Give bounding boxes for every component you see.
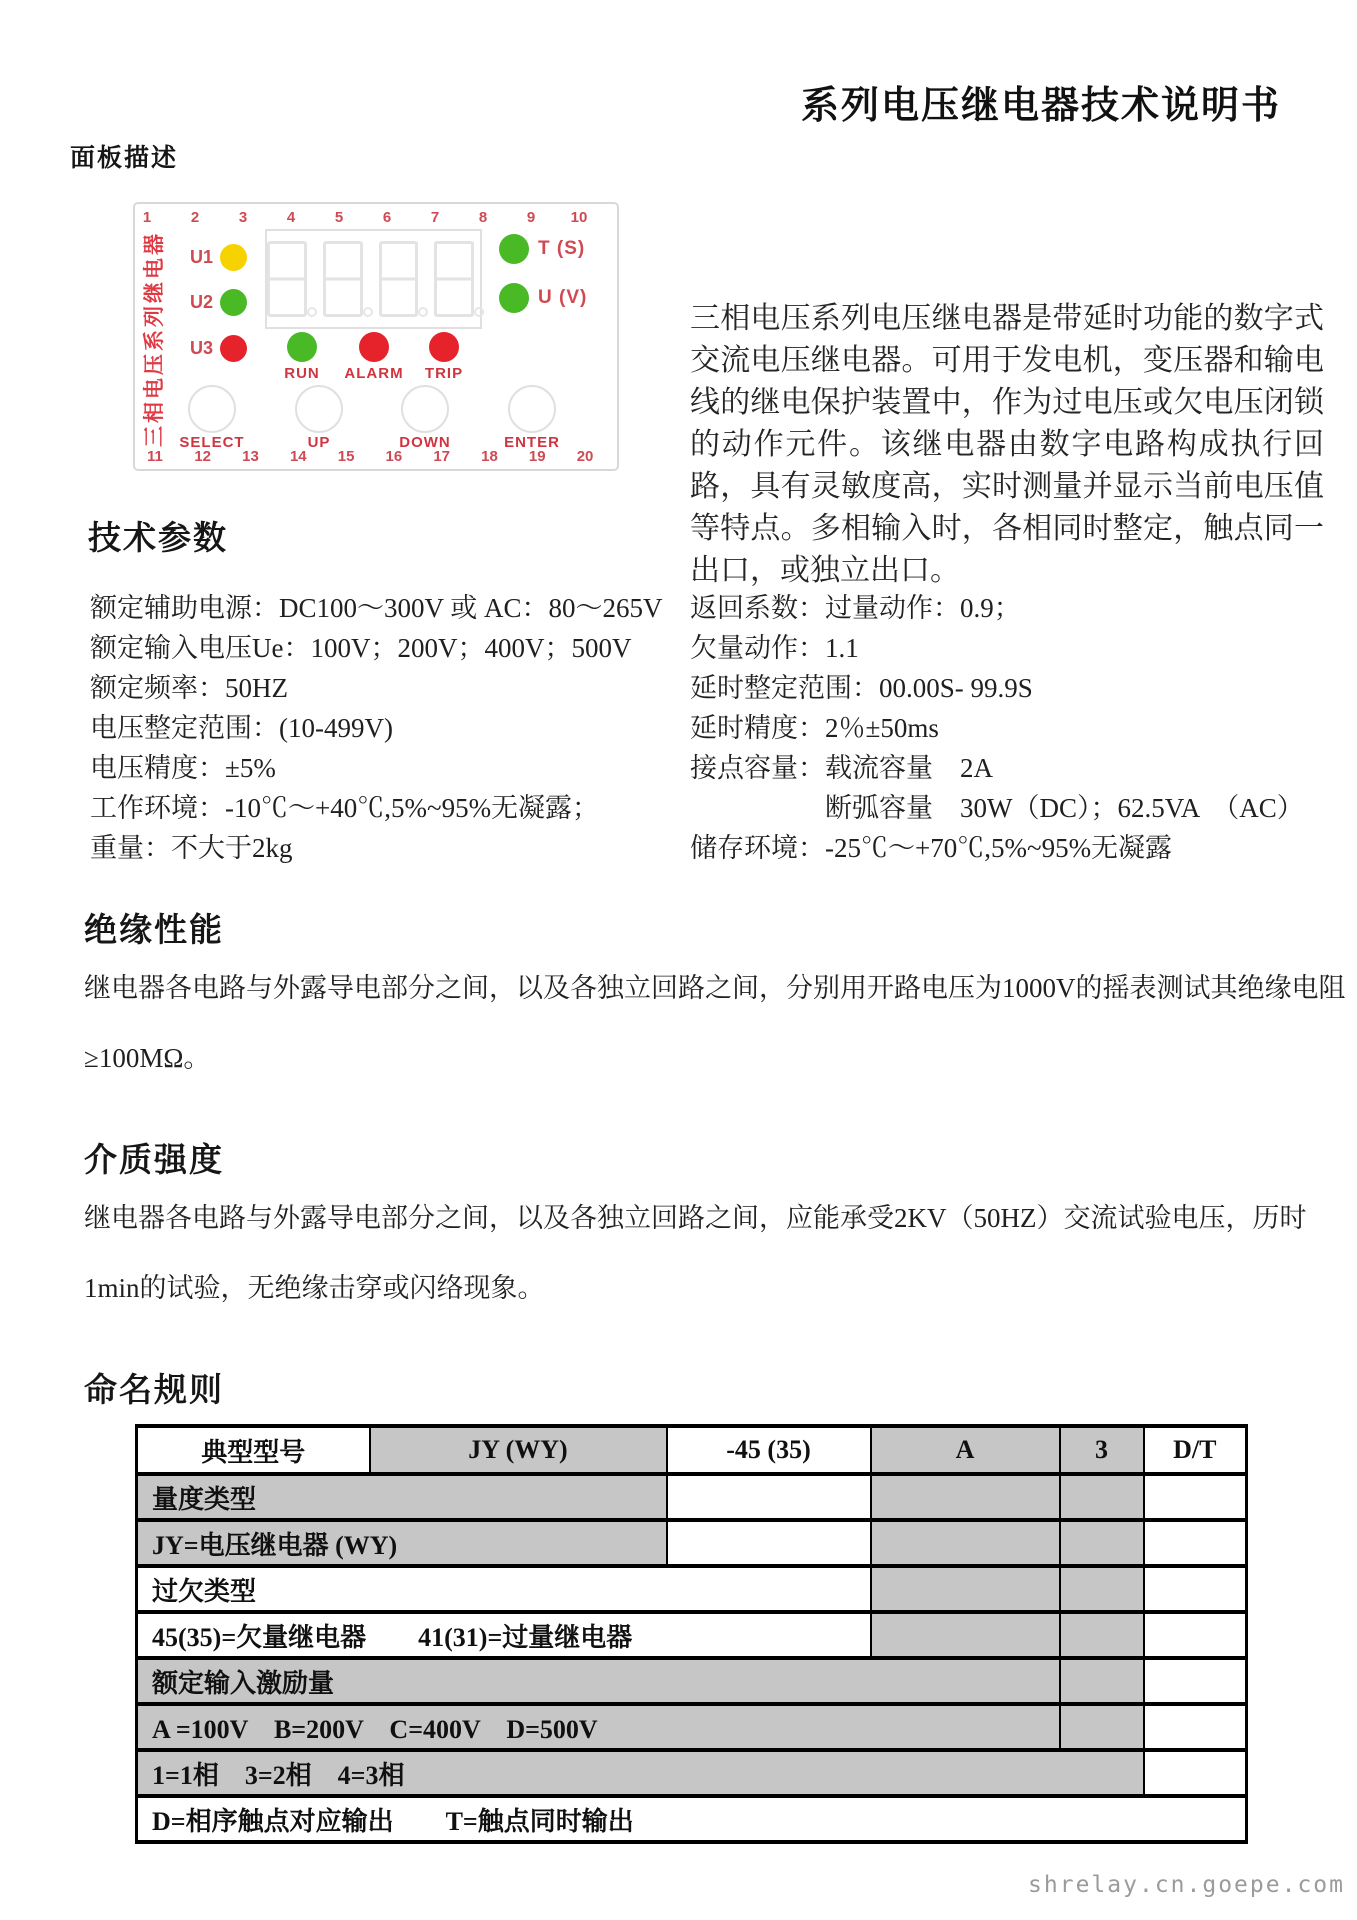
table-cell: 45(35)=欠量继电器 41(31)=过量继电器 (137, 1612, 871, 1658)
table-row (137, 1750, 1247, 1796)
table-cell (1144, 1520, 1247, 1566)
param-line: 重量：不大于2kg (90, 833, 293, 863)
table-cell (871, 1612, 1060, 1658)
led-label-u3: U3 (189, 338, 213, 358)
table-row (137, 1520, 1247, 1566)
terminal-number: 4 (286, 209, 296, 226)
terminal-number: 5 (334, 209, 344, 226)
uv-led-icon (499, 283, 529, 313)
enter-button-label: ENTER (504, 434, 560, 451)
phase-led-u3 (181, 335, 247, 362)
table-row (137, 1566, 1247, 1612)
seven-segment-digit (267, 241, 307, 317)
dielectric-text-line: 1min的试验，无绝缘击穿或闪络现象。 (84, 1273, 545, 1303)
table-cell (1060, 1520, 1144, 1566)
run-led-label: RUN (284, 365, 320, 382)
trip-led-label: TRIP (424, 365, 464, 382)
terminal-number: 2 (190, 209, 200, 226)
terminal-number: 1 (142, 209, 152, 226)
table-row (137, 1426, 1247, 1474)
terminal-number: 13 (242, 448, 259, 465)
insulation-heading: 绝缘性能 (84, 913, 224, 949)
table-cell (667, 1520, 871, 1566)
trip-led-icon (429, 332, 459, 362)
terminal-number: 16 (385, 448, 403, 465)
down-button (380, 385, 470, 451)
table-row (137, 1612, 1247, 1658)
down-button-circle (401, 385, 449, 433)
table-cell: JY (WY) (370, 1426, 667, 1474)
param-line: 断弧容量 30W（DC）；62.5VA （AC） (690, 793, 1304, 823)
table-cell: 典型型号 (137, 1426, 370, 1474)
page-title: 系列电压继电器技术说明书 (800, 85, 1281, 127)
table-row (137, 1474, 1247, 1520)
select-button-circle (188, 385, 236, 433)
table-cell: D=相序触点对应输出 T=触点同时输出 (137, 1796, 1247, 1842)
table-cell (1144, 1750, 1247, 1796)
param-line: 返回系数：过量动作：0.9； (690, 593, 1021, 623)
enter-button (487, 385, 577, 451)
table-cell (1060, 1704, 1144, 1750)
table-cell: 额定输入激励量 (137, 1658, 1060, 1704)
terminal-numbers-bottom (131, 448, 609, 465)
terminal-number: 10 (570, 209, 588, 226)
table-cell (871, 1566, 1060, 1612)
uv-led-label: U (V) (538, 287, 588, 308)
table-cell (1144, 1612, 1247, 1658)
naming-rules-table (135, 1424, 1248, 1844)
terminal-number: 12 (194, 448, 212, 465)
select-button (167, 385, 257, 451)
param-line: 额定辅助电源：DC100～300V 或 AC：80～265V (90, 593, 663, 623)
seven-segment-digit (379, 241, 419, 317)
seven-segment-display (265, 229, 482, 329)
param-line: 延时整定范围：00.00S- 99.9S (690, 673, 1033, 703)
alarm-indicator (338, 332, 410, 382)
naming-rules-heading: 命名规则 (84, 1373, 224, 1409)
param-line: 延时精度：2％±50ms (690, 713, 939, 743)
table-row (137, 1704, 1247, 1750)
relay-panel-diagram (133, 202, 619, 471)
panel-series-label: 三相电压系列继电器 (143, 231, 166, 447)
up-button-circle (295, 385, 343, 433)
table-cell (1144, 1704, 1247, 1750)
phase-led-u2 (181, 289, 247, 316)
table-cell (871, 1520, 1060, 1566)
terminal-numbers-top (123, 209, 603, 226)
terminal-number: 8 (478, 209, 488, 226)
param-line: 电压精度：±5% (90, 753, 276, 783)
terminal-number: 11 (146, 448, 163, 465)
run-indicator (266, 332, 338, 382)
terminal-number: 14 (289, 448, 307, 465)
table-cell (1144, 1566, 1247, 1612)
table-cell (667, 1474, 871, 1520)
terminal-number: 7 (430, 209, 440, 226)
terminal-number: 9 (526, 209, 536, 226)
table-cell: A (871, 1426, 1060, 1474)
param-line: 接点容量：载流容量 2A (690, 753, 993, 783)
table-row (137, 1658, 1247, 1704)
enter-button-circle (508, 385, 556, 433)
table-cell: 1=1相 3=2相 4=3相 (137, 1750, 1144, 1796)
phase-led-u1 (181, 244, 247, 271)
panel-description-heading: 面板描述 (70, 145, 179, 172)
up-button (274, 385, 364, 451)
tech-params-left-column (90, 588, 663, 868)
param-line: 储存环境：-25℃～+70℃,5%~95%无凝露 (690, 833, 1173, 863)
seven-segment-digit (434, 241, 474, 317)
u2-led-icon (220, 289, 247, 316)
trip-indicator (408, 332, 480, 382)
table-cell (1060, 1566, 1144, 1612)
table-cell: JY=电压继电器 (WY) (137, 1520, 667, 1566)
table-cell: 量度类型 (137, 1474, 667, 1520)
terminal-number: 18 (481, 448, 498, 465)
select-button-label: SELECT (179, 434, 245, 451)
table-cell: D/T (1144, 1426, 1247, 1474)
insulation-text-line: ≥100MΩ。 (84, 1043, 211, 1073)
terminal-number: 20 (576, 448, 594, 465)
table-cell: A =100V B=200V C=400V D=500V (137, 1704, 1060, 1750)
product-description: 三相电压系列电压继电器是带延时功能的数字式交流电压继电器。可用于发电机，变压器和输电线的继电保护装置中，作为过电压或欠电压闭锁的动作元件。该继电器由数字电路构成执行回路，具有灵敏度高，实时测量并显示当前电压值等特点。多相输入时，各相同时整定，触点同一出口，或独立出口。 (690, 302, 1324, 587)
table-cell (1144, 1474, 1247, 1520)
ts-led-label: T (S) (538, 238, 586, 259)
param-line: 欠量动作：1.1 (690, 633, 859, 663)
table-cell: 3 (1060, 1426, 1144, 1474)
u1-led-icon (220, 244, 247, 271)
down-button-label: DOWN (399, 434, 451, 451)
table-cell: 过欠类型 (137, 1566, 871, 1612)
led-label-u1: U1 (189, 247, 213, 267)
timer-led-row (499, 234, 585, 264)
ts-led-icon (499, 234, 529, 264)
table-cell: -45 (35) (667, 1426, 871, 1474)
param-line: 额定输入电压Ue：100V；200V；400V；500V (90, 633, 632, 663)
seven-segment-digit (323, 241, 363, 317)
terminal-number: 19 (528, 448, 546, 465)
terminal-number: 3 (238, 209, 248, 226)
up-button-label: UP (307, 434, 331, 451)
insulation-text-line: 继电器各电路与外露导电部分之间，以及各独立回路之间，分别用开路电压为1000V的摇表测试其绝缘电阻 (84, 973, 1346, 1003)
terminal-number: 17 (433, 448, 451, 465)
param-line: 额定频率：50HZ (90, 673, 288, 703)
watermark-url: shrelay.cn.goepe.com (1028, 1872, 1345, 1898)
voltage-led-row (499, 283, 587, 313)
dielectric-heading: 介质强度 (84, 1143, 224, 1179)
table-cell (871, 1474, 1060, 1520)
terminal-number: 6 (382, 209, 392, 226)
table-cell (1144, 1658, 1247, 1704)
run-led-icon (287, 332, 317, 362)
alarm-led-label: ALARM (344, 365, 404, 382)
led-label-u2: U2 (189, 292, 213, 312)
tech-params-right-column (690, 588, 1304, 868)
u3-led-icon (220, 335, 247, 362)
table-row (137, 1796, 1247, 1842)
param-line: 电压整定范围：(10-499V) (90, 713, 393, 743)
table-cell (1060, 1612, 1144, 1658)
table-cell (1060, 1658, 1144, 1704)
tech-params-heading: 技术参数 (88, 521, 228, 557)
alarm-led-icon (359, 332, 389, 362)
param-line: 工作环境：-10℃～+40℃,5%~95%无凝露； (90, 793, 600, 823)
dielectric-text-line: 继电器各电路与外露导电部分之间，以及各独立回路之间，应能承受2KV（50HZ）交流试验电压，历时 (84, 1203, 1307, 1233)
terminal-number: 15 (337, 448, 355, 465)
table-cell (1060, 1474, 1144, 1520)
